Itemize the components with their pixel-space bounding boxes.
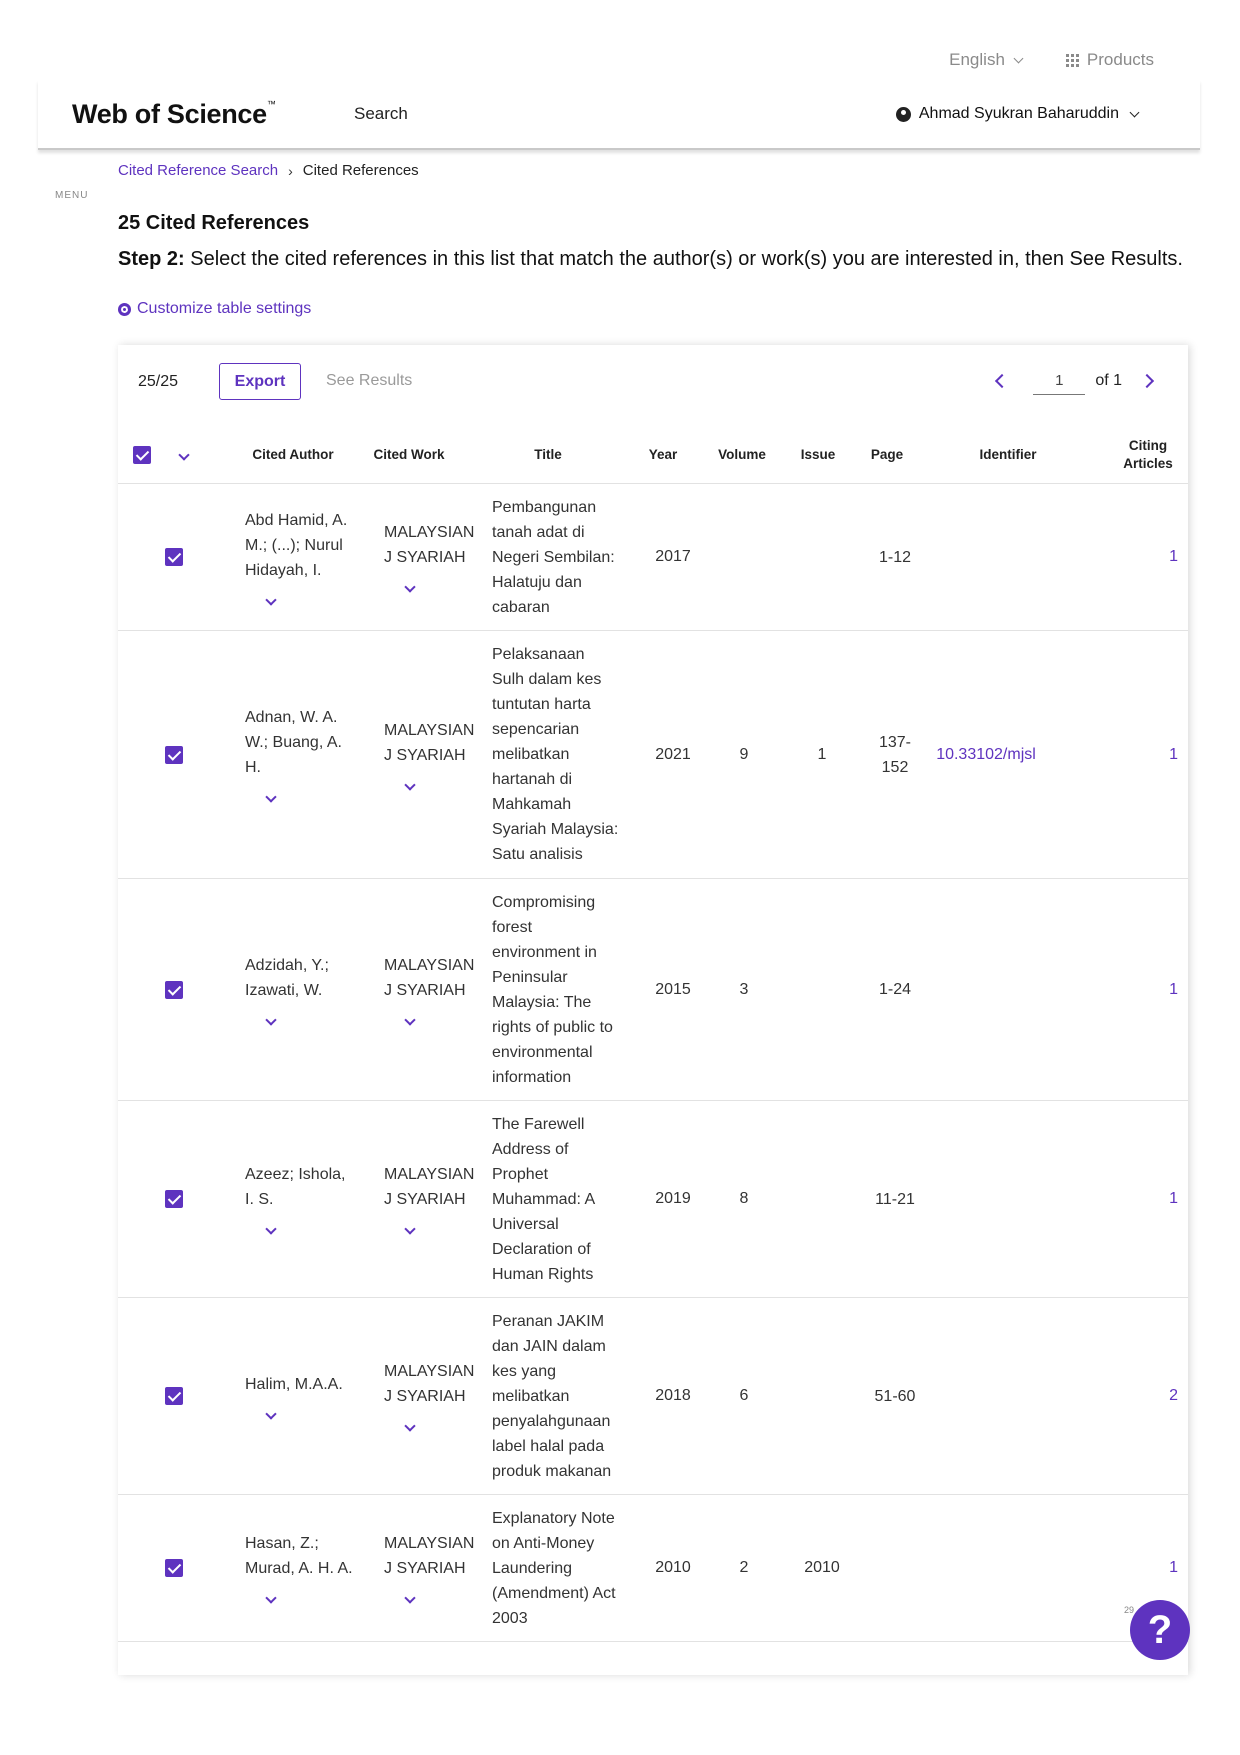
header-citing-line2: Articles xyxy=(1123,455,1173,471)
user-menu[interactable] xyxy=(896,105,1138,123)
cited-work-cell xyxy=(384,484,474,630)
year-cell: 2017 xyxy=(655,548,691,565)
see-results-button[interactable]: See Results xyxy=(326,372,413,389)
pagination xyxy=(997,367,1152,395)
language-selector[interactable] xyxy=(949,50,1022,70)
expand-author-button[interactable] xyxy=(245,587,355,607)
cited-work-cell xyxy=(384,1101,474,1297)
step-instructions xyxy=(118,248,1183,271)
expand-work-button[interactable] xyxy=(384,1413,474,1433)
year-cell: 2021 xyxy=(655,745,691,763)
header-title[interactable]: Title xyxy=(534,446,562,462)
issue-cell xyxy=(792,1298,852,1494)
chevron-down-icon xyxy=(1013,53,1023,63)
row-checkbox[interactable] xyxy=(162,484,186,630)
web-of-science-logo[interactable] xyxy=(72,99,276,130)
chevron-down-icon xyxy=(404,1223,415,1234)
chevron-down-icon xyxy=(265,1014,276,1025)
checkbox-checked-icon xyxy=(165,1190,183,1208)
page-cell: 137-152 xyxy=(878,733,912,776)
page-cell: 1-12 xyxy=(878,548,912,566)
year-cell: 2018 xyxy=(655,1387,691,1404)
cited-work-cell xyxy=(384,879,474,1100)
header-citing-line1: Citing xyxy=(1128,437,1168,453)
citing-articles-link[interactable]: 1 xyxy=(1169,548,1178,565)
table-header xyxy=(118,425,1188,484)
checkbox-checked-icon xyxy=(165,981,183,999)
expand-author-button[interactable] xyxy=(245,1216,355,1236)
header-identifier[interactable]: Identifier xyxy=(979,446,1037,462)
citing-articles-link[interactable]: 1 xyxy=(1169,1559,1178,1576)
year-cell: 2015 xyxy=(655,980,691,998)
checkbox-checked-icon xyxy=(165,746,183,764)
page-number-input[interactable]: 1 xyxy=(1033,367,1085,395)
expand-author-button[interactable] xyxy=(245,784,355,804)
chevron-down-icon xyxy=(265,594,276,605)
cited-work: MALAYSIAN J SYARIAH xyxy=(384,1363,475,1405)
cited-work: MALAYSIAN J SYARIAH xyxy=(384,1166,475,1208)
table-row xyxy=(118,879,1188,1101)
cited-author-cell xyxy=(245,1101,355,1297)
table-row xyxy=(118,1101,1188,1298)
page-cell: 1-24 xyxy=(878,981,912,998)
step-text: Select the cited references in this list that match the author(s) or work(s) you are interested in, then See Results. xyxy=(190,248,1183,270)
chevron-down-icon xyxy=(265,791,276,802)
citing-articles-link[interactable]: 2 xyxy=(1169,1387,1178,1404)
chevron-down-icon xyxy=(178,449,189,460)
title-cell: Pembangunan tanah adat di Negeri Sembilan: Halatuju dan cabaran xyxy=(492,498,615,616)
export-button[interactable]: Export xyxy=(219,363,301,400)
cited-author-cell xyxy=(245,879,355,1100)
table-row xyxy=(118,484,1188,631)
cited-author[interactable]: Adzidah, Y.; Izawati, W. xyxy=(245,956,329,999)
products-label: Products xyxy=(1086,50,1154,69)
cited-work-cell xyxy=(384,1495,474,1641)
title-cell: The Farewell Address of Prophet Muhammad: A Universal Declaration of Human Rights xyxy=(492,1115,595,1283)
citing-articles-link[interactable]: 1 xyxy=(1169,1190,1178,1207)
select-all-checkbox[interactable] xyxy=(132,425,152,484)
cited-author-cell xyxy=(245,1495,355,1641)
table-row xyxy=(118,1495,1188,1642)
language-label: English xyxy=(949,50,1005,69)
issue-cell xyxy=(792,484,852,630)
nav-search-link[interactable]: Search xyxy=(354,104,408,123)
apps-grid-icon xyxy=(1066,54,1079,67)
cited-work: MALAYSIAN J SYARIAH xyxy=(384,721,475,764)
cited-author[interactable]: Abd Hamid, A. M.; (...); Nurul Hidayah, I. xyxy=(245,511,348,579)
logo-trademark: ™ xyxy=(266,98,276,109)
main-header xyxy=(38,80,1200,150)
row-checkbox[interactable] xyxy=(162,1495,186,1641)
identifier-cell[interactable] xyxy=(926,1298,1046,1494)
header-cited-author[interactable]: Cited Author xyxy=(252,446,334,462)
cited-author[interactable]: Adnan, W. A. W.; Buang, A. H. xyxy=(245,709,342,776)
cited-author[interactable]: Halim, M.A.A. xyxy=(245,1375,343,1393)
page-cell xyxy=(870,1495,920,1641)
chevron-down-icon xyxy=(265,1223,276,1234)
chevron-down-icon xyxy=(404,1592,415,1603)
customize-table-settings-link[interactable] xyxy=(118,300,311,318)
year-cell: 2010 xyxy=(655,1559,691,1576)
select-options-dropdown[interactable] xyxy=(174,425,194,484)
chevron-down-icon xyxy=(404,1420,415,1431)
expand-work-button[interactable] xyxy=(384,574,474,594)
row-checkbox[interactable] xyxy=(162,879,186,1100)
checkbox-checked-icon xyxy=(133,446,151,464)
header-volume[interactable]: Volume xyxy=(718,446,766,462)
cited-work-cell xyxy=(384,1298,474,1494)
cited-references-table xyxy=(118,345,1188,1675)
page-cell: 51-60 xyxy=(874,1387,916,1405)
identifier-cell[interactable]: 10.33102/mjsl xyxy=(936,745,1036,763)
page-total: of 1 xyxy=(1095,372,1122,389)
chevron-right-icon[interactable] xyxy=(1140,374,1154,388)
volume-cell: 2 xyxy=(739,1559,749,1576)
row-checkbox[interactable] xyxy=(162,631,186,878)
help-button[interactable]: ? xyxy=(1130,1600,1190,1660)
cited-work-cell xyxy=(384,631,474,878)
selection-count: 25/25 xyxy=(138,373,179,390)
year-cell: 2019 xyxy=(655,1190,691,1207)
checkbox-checked-icon xyxy=(165,1559,183,1577)
issue-cell xyxy=(792,879,852,1100)
expand-author-button[interactable] xyxy=(245,1401,343,1421)
header-cited-work[interactable]: Cited Work xyxy=(373,446,445,462)
cited-author[interactable]: Azeez; Ishola, I. S. xyxy=(245,1166,346,1208)
customize-label: Customize table settings xyxy=(137,300,312,317)
chevron-down-icon xyxy=(404,1014,415,1025)
expand-work-button[interactable] xyxy=(384,1585,474,1605)
title-cell: Compromising forest environment in Peninsular Malaysia: The rights of public to environmental information xyxy=(492,893,613,1086)
breadcrumb-separator: › xyxy=(288,162,293,179)
volume-cell: 8 xyxy=(739,1190,749,1207)
header-citing-articles[interactable] xyxy=(1108,425,1188,484)
products-menu[interactable] xyxy=(1066,50,1154,70)
title-cell: Explanatory Note on Anti-Money Laundering (Amendment) Act 2003 xyxy=(492,1509,616,1627)
cited-work: MALAYSIAN J SYARIAH xyxy=(384,956,475,999)
issue-cell xyxy=(792,1101,852,1297)
page-title: 25 Cited References xyxy=(118,212,310,234)
title-cell: Pelaksanaan Sulh dalam kes tuntutan harta sepencarian melibatkan hartanah di Mahkamah Syariah Malaysia: Satu analisis xyxy=(492,646,619,863)
gear-icon xyxy=(118,303,131,316)
volume-cell: 3 xyxy=(739,980,749,998)
expand-work-button[interactable] xyxy=(384,1007,474,1027)
citing-articles-link[interactable]: 1 xyxy=(1169,745,1178,763)
user-name: Ahmad Syukran Baharuddin xyxy=(918,105,1119,122)
volume-cell: 9 xyxy=(739,745,749,763)
cited-author-cell xyxy=(245,1298,355,1494)
identifier-cell[interactable] xyxy=(926,1101,1046,1297)
volume-cell xyxy=(724,484,764,630)
header-issue[interactable]: Issue xyxy=(800,446,836,462)
side-menu-label[interactable]: MENU xyxy=(55,190,89,201)
help-badge: 29 xyxy=(1124,1605,1135,1615)
identifier-cell[interactable] xyxy=(926,879,1046,1100)
logo-text: Web of Science xyxy=(72,98,267,129)
table-row xyxy=(118,1298,1188,1495)
checkbox-checked-icon xyxy=(165,548,183,566)
title-cell: Peranan JAKIM dan JAIN dalam kes yang melibatkan penyalahgunaan label halal pada produk makanan xyxy=(492,1312,612,1480)
header-year[interactable]: Year xyxy=(648,446,678,462)
top-utility-bar xyxy=(949,50,1154,70)
chevron-down-icon xyxy=(265,1592,276,1603)
volume-cell: 6 xyxy=(739,1387,749,1404)
expand-author-button[interactable] xyxy=(245,1585,355,1605)
cited-work: MALAYSIAN J SYARIAH xyxy=(384,524,475,566)
expand-work-button[interactable] xyxy=(384,1216,474,1236)
checkbox-checked-icon xyxy=(165,1387,183,1405)
table-row xyxy=(118,631,1188,879)
expand-work-button[interactable] xyxy=(384,772,474,792)
cited-work: MALAYSIAN J SYARIAH xyxy=(384,1535,475,1577)
issue-cell: 2010 xyxy=(804,1559,840,1576)
chevron-down-icon xyxy=(404,581,415,592)
citing-articles-link[interactable]: 1 xyxy=(1169,980,1178,998)
user-account-icon xyxy=(896,107,911,122)
breadcrumb xyxy=(118,162,419,179)
row-checkbox[interactable] xyxy=(162,1101,186,1297)
identifier-cell[interactable] xyxy=(926,484,1046,630)
issue-cell: 1 xyxy=(817,745,827,763)
chevron-down-icon xyxy=(404,779,415,790)
expand-author-button[interactable] xyxy=(245,1007,355,1027)
header-page[interactable]: Page xyxy=(870,446,904,462)
step-label: Step 2: xyxy=(118,248,185,270)
cited-author[interactable]: Hasan, Z.; Murad, A. H. A. xyxy=(245,1535,353,1577)
row-checkbox[interactable] xyxy=(162,1298,186,1494)
chevron-left-icon[interactable] xyxy=(995,374,1009,388)
cited-author-cell xyxy=(245,484,355,630)
chevron-down-icon xyxy=(265,1408,276,1419)
identifier-cell[interactable] xyxy=(926,1495,1046,1641)
breadcrumb-cited-reference-search[interactable]: Cited Reference Search xyxy=(118,162,279,179)
chevron-down-icon xyxy=(1130,107,1140,117)
table-toolbar xyxy=(118,345,1188,415)
breadcrumb-current: Cited References xyxy=(302,162,419,179)
cited-author-cell xyxy=(245,631,355,878)
page-cell: 11-21 xyxy=(875,1190,915,1208)
